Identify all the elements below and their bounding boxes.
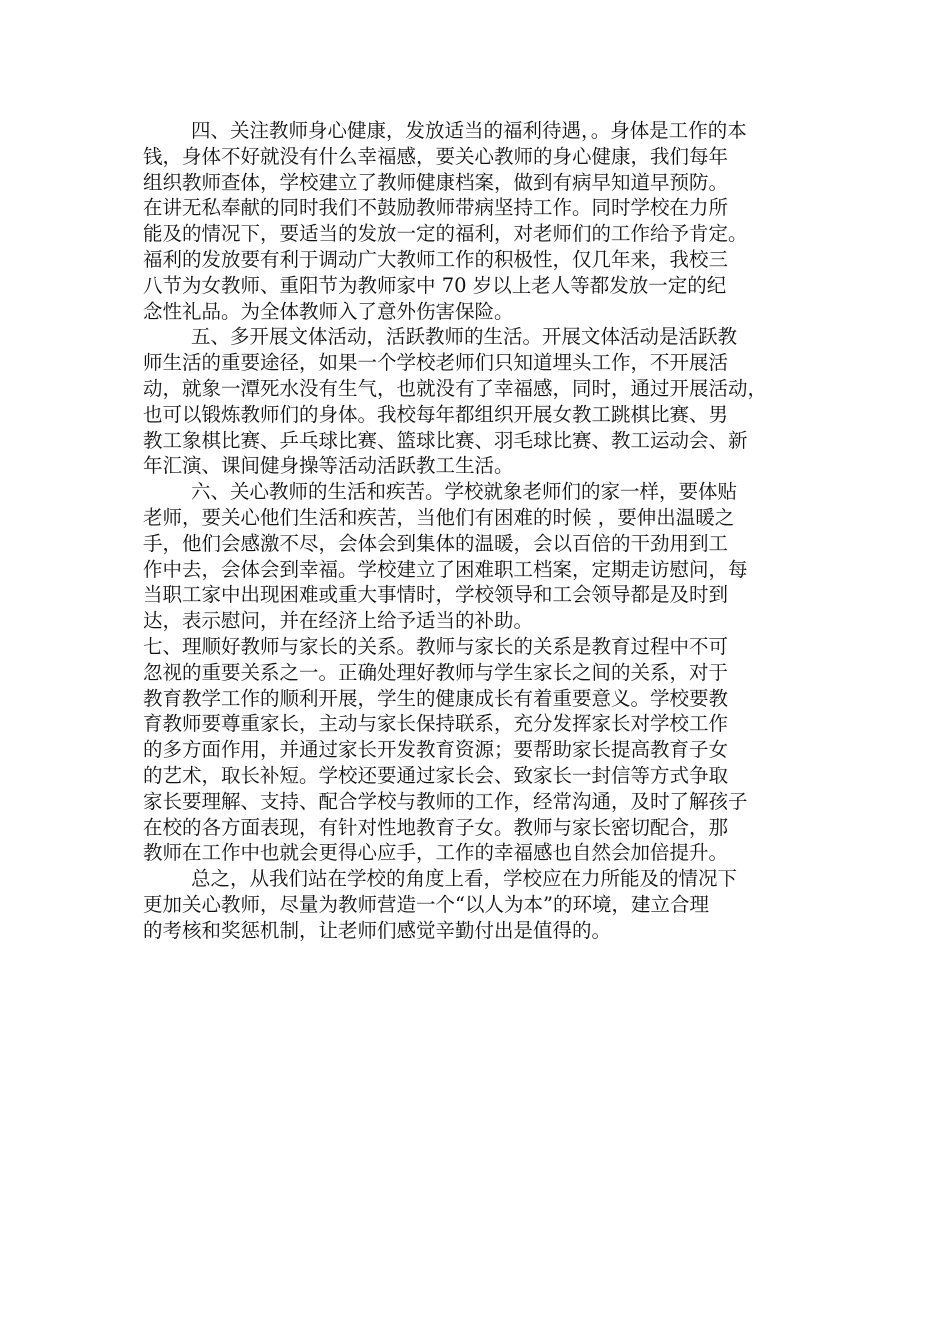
text-line: 四、关注教师身心健康，发放适当的福利待遇，。身体是工作的本 [191, 119, 747, 142]
text-line: 福利的发放要有利于调动广大教师工作的积极性，仅几年来，我校三 [143, 247, 729, 271]
text-line: 师生活的重要途径，如果一个学校老师们只知道埋头工作，不开展活 [143, 351, 729, 375]
text-line: 钱，身体不好就没有什么幸福感，要关心教师的身心健康，我们每年 [143, 144, 729, 168]
text-line: 八节为女教师、重阳节为教师家中 70 岁以上老人等都发放一定的纪 [143, 273, 727, 297]
text-line: 忽视的重要关系之一。正确处理好教师与学生家长之间的关系，对于 [143, 660, 729, 684]
text-line: 六、关心教师的生活和疾苦。学校就象老师们的家一样，要体贴 [191, 480, 738, 504]
text-line: 教育教学工作的顺利开展，学生的健康成长有着重要意义。学校要教 [143, 686, 729, 710]
text-line: 念性礼品。为全体教师入了意外伤害保险。 [143, 299, 514, 323]
document-body [143, 118, 825, 944]
text-line: 老师，要关心他们生活和疾苦，当他们有困难的时候 ，要伸出温暖之 [143, 505, 735, 529]
text-line: 五、多开展文体活动，活跃教师的生活。开展文体活动是活跃教 [191, 325, 738, 349]
text-line: 教师在工作中也就会更得心应手，工作的幸福感也自然会加倍提升。 [143, 841, 729, 865]
text-line: 七、理顺好教师与家长的关系。教师与家长的关系是教育过程中不可 [143, 634, 729, 658]
text-line: 家长要理解、支持、配合学校与教师的工作，经常沟通，及时了解孩子 [143, 789, 748, 813]
text-line: 手，他们会感激不尽，会体会到集体的温暖，会以百倍的干劲用到工 [143, 531, 729, 555]
text-line: 更加关心教师，尽量为教师营造一个“以人为本”的环境，建立合理 [143, 892, 709, 916]
text-line: 年汇演、课间健身操等活动活跃教工生活。 [143, 454, 514, 478]
text-line: 的多方面作用，并通过家长开发教育资源；要帮助家长提高教育子女 [143, 738, 729, 762]
text-line: 总之，从我们站在学校的角度上看，学校应在力所能及的情况下 [191, 867, 738, 891]
text-line: 能及的情况下，要适当的发放一定的福利，对老师们的工作给予肯定。 [143, 222, 748, 246]
text-line: 作中去，会体会到幸福。学校建立了困难职工档案，定期走访慰问，每 [143, 557, 748, 581]
text-line: 达，表示慰问，并在经济上给予适当的补助。 [143, 609, 534, 633]
text-line: 教工象棋比赛、乒乓球比赛、篮球比赛、羽毛球比赛、教工运动会、新 [143, 428, 748, 452]
text-line: 动，就象一潭死水没有生气，也就没有了幸福感，同时，通过开展活动， [143, 376, 768, 400]
text-line: 在校的各方面表现，有针对性地教育子女。教师与家长密切配合，那 [143, 815, 729, 839]
text-line: 的考核和奖惩机制，让老师们感觉辛勤付出是值得的。 [143, 918, 612, 942]
text-line: 组织教师查体，学校建立了教师健康档案，做到有病早知道早预防。 [143, 170, 729, 194]
text-line: 的艺术，取长补短。学校还要通过家长会、致家长一封信等方式争取 [143, 763, 729, 787]
text-line: 在讲无私奉献的同时我们不鼓励教师带病坚持工作。同时学校在力所 [143, 196, 729, 220]
text-line: 育教师要尊重家长，主动与家长保持联系，充分发挥家长对学校工作 [143, 712, 729, 736]
text-line: 当职工家中出现困难或重大事情时，学校领导和工会领导都是及时到 [143, 583, 729, 607]
text-line: 也可以锻炼教师们的身体。我校每年都组织开展女教工跳棋比赛、男 [143, 402, 729, 426]
